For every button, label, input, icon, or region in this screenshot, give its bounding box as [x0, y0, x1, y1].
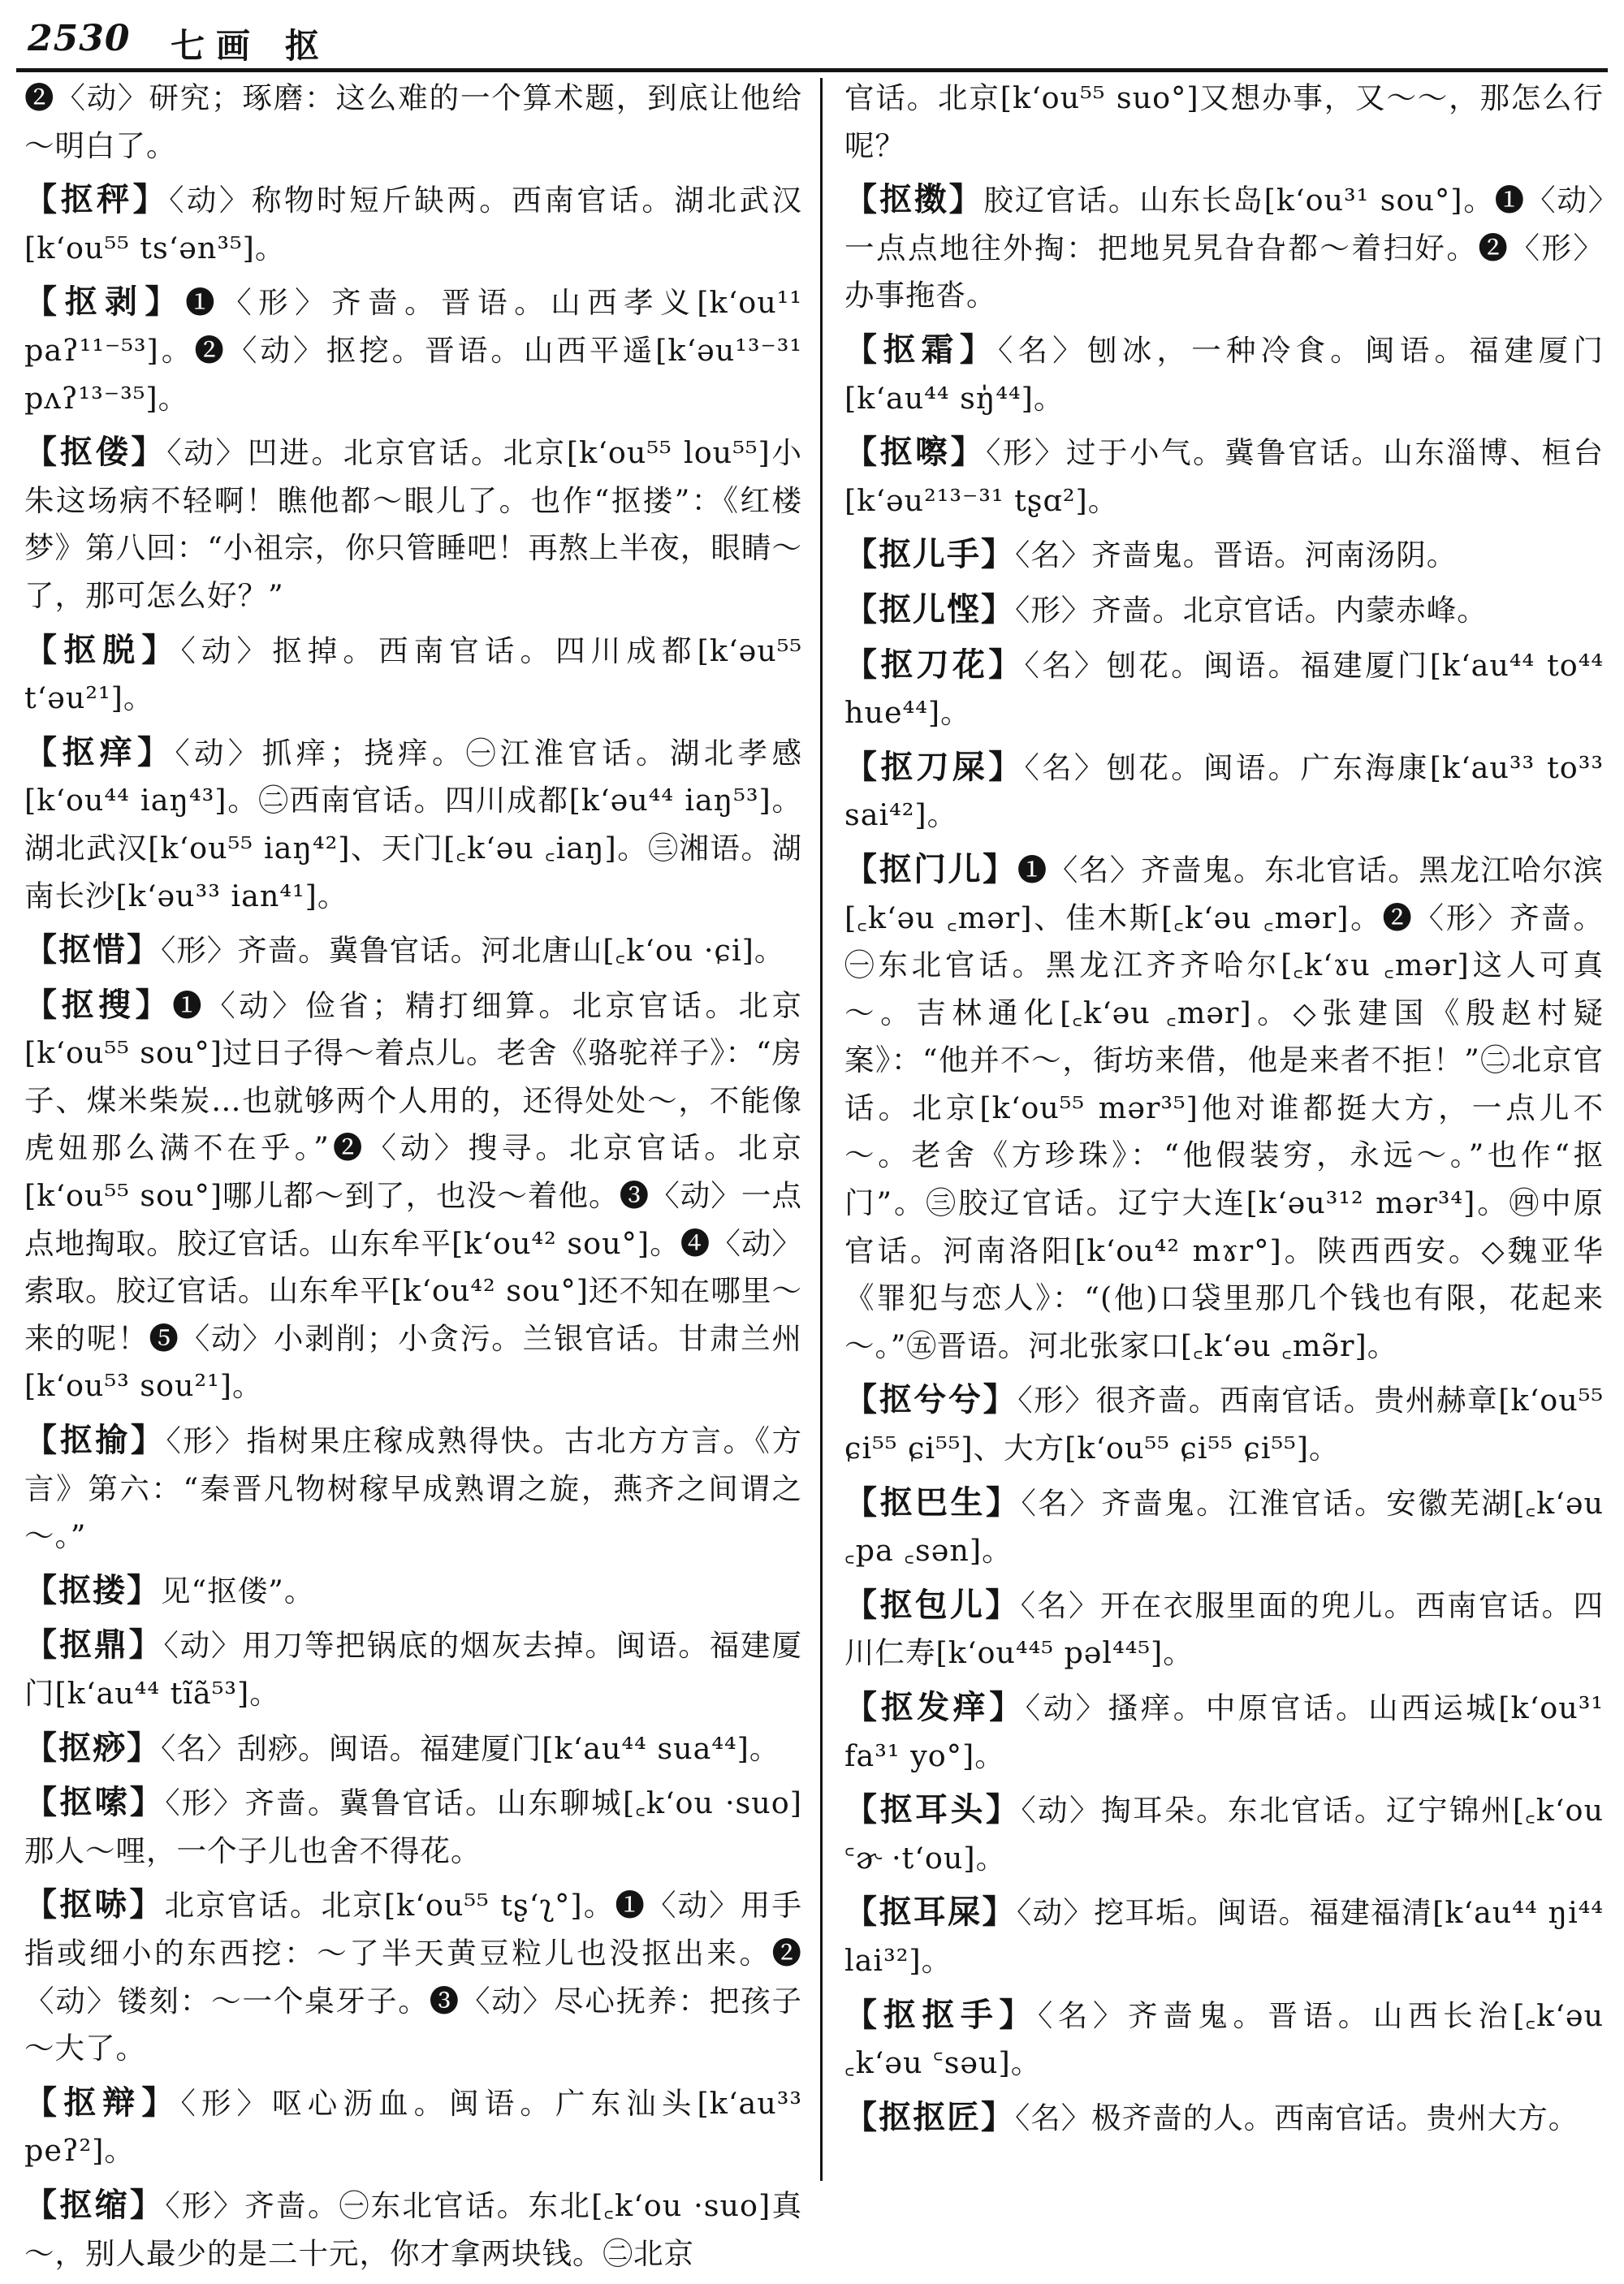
- dictionary-entry: [844, 2094, 1604, 2143]
- entry-headword: 【抠包儿】: [844, 1585, 1021, 1624]
- entry-definition: 〈动〉挖耳垢。闽语。福建福清[kʻau⁴⁴ ŋi⁴⁴ lai³²]。: [844, 1895, 1605, 1978]
- entry-definition: 〈动〉抠掉。西南官话。四川成都[kʻəu⁵⁵ tʻəu²¹]。: [24, 633, 802, 716]
- dictionary-entry: [844, 744, 1604, 840]
- entry-definition: 〈动〉掏耳朵。东北官话。辽宁锦州[꜀kʻou ꜂ɚ ·tʻou]。: [844, 1793, 1604, 1876]
- entry-definition: 〈形〉很齐啬。西南官话。贵州赫章[kʻou⁵⁵ ɕi⁵⁵ ɕi⁵⁵]、大方[kʻou⁵⁵ ɕi⁵⁵ ɕi⁵⁵]。: [844, 1383, 1604, 1466]
- entry-headword: 【抠痒】: [24, 732, 175, 771]
- entry-headword: 【抠抠匠】: [844, 2097, 1015, 2136]
- entry-headword: 【抠儿悭】: [844, 589, 1015, 628]
- entry-headword: 【抠刀屎】: [844, 747, 1025, 786]
- entry-headword: 【抠痧】: [24, 1728, 161, 1767]
- page-number: 2530: [28, 18, 131, 59]
- dictionary-entry: [844, 326, 1604, 422]
- page-header: [16, 8, 1608, 70]
- entry-definition: 〈形〉齐啬。冀鲁官话。河北唐山[꜀kʻou ·ɕi]。: [161, 933, 785, 969]
- column-divider: [820, 78, 823, 2181]
- entry-headword: 【抠嗦】: [24, 1783, 166, 1822]
- entry-headword: 【抠霜】: [844, 330, 998, 369]
- dictionary-entry: [844, 1889, 1604, 1984]
- entry-definition: 〈名〉刨花。闽语。广东海康[kʻau³³ to³³ sai⁴²]。: [844, 749, 1604, 833]
- entry-headword: 【抠剥】: [24, 283, 186, 322]
- entry-headword: 【抠刀花】: [844, 645, 1025, 684]
- entry-definition: 〈动〉搔痒。中原官话。山西运城[kʻou³¹ fa³¹ yo°]。: [844, 1690, 1604, 1773]
- entry-definition: 〈形〉指树果庄稼成熟得快。古北方方言。《方言》第六：“秦晋凡物树稼早成熟谓之旋，燕齐之间谓之～。”: [24, 1423, 802, 1554]
- entry-headword: 【抠门儿】: [844, 849, 1017, 888]
- right-column: [844, 75, 1604, 2148]
- entry-definition: ❷〈动〉研究；琢磨：这么难的一个算术题，到底让他给～明白了。: [24, 80, 802, 163]
- dictionary-entry: [24, 1621, 802, 1717]
- entry-headword: 【抠惜】: [24, 930, 161, 969]
- entry-headword: 【抠脱】: [24, 630, 181, 669]
- entry-definition: 〈名〉齐啬鬼。晋语。河南汤阴。: [1015, 538, 1458, 573]
- entry-definition: 〈形〉呕心沥血。闽语。广东汕头[kʻau³³ peʔ²]。: [24, 2085, 803, 2169]
- entry-definition: 〈名〉极齐啬的人。西南官话。贵州大方。: [1015, 2100, 1579, 2135]
- entry-definition: 胶辽官话。山东长岛[kʻou³¹ sou°]。❶〈动〉一点点地往外掏：把地旯旯旮旮都～着扫好。❷〈形〉办事拖沓。: [844, 183, 1605, 313]
- entry-headword: 【抠抠手】: [844, 1995, 1039, 2034]
- entry-definition: 〈名〉开在衣服里面的兜儿。西南官话。四川仁寿[kʻou⁴⁴⁵ pəl⁴⁴⁵]。: [844, 1587, 1605, 1671]
- entry-definition: ❶〈形〉齐啬。晋语。山西孝义[kʻou¹¹ paʔ¹¹⁻⁵³]。❷〈动〉抠挖。晋语。山西平遥[kʻəu¹³⁻³¹ pʌʔ¹³⁻³⁵]。: [24, 285, 802, 416]
- entry-definition: 〈名〉刨冰，一种冷食。闽语。福建厦门[kʻau⁴⁴ sŋ̍⁴⁴]。: [844, 332, 1604, 416]
- entry-definition: ❶〈名〉齐啬鬼。东北官话。黑龙江哈尔滨[꜀kʻəu ꜀mər]、佳木斯[꜀kʻəu ꜀mər]。❷〈形〉齐啬。㊀东北官话。黑龙江齐齐哈尔[꜀kʻɤu ꜀mər]这人可真～。吉林通化[꜀kʻəu ꜀mər]。◇张建国《殷赵村疑案》：“他并不～，街坊来借，他是来者不拒！”㊁北京官话。北京[kʻou⁵⁵ mər³⁵]他对谁都挺大方，一点儿不～。老舍《方珍珠》：“他假装穷，永远～。”也作“抠门”。㊂胶辽官话。辽宁大连[kʻəu³¹² mər³⁴]。㊃中原官话。河南洛阳[kʻou⁴² mɤr°]。陕西西安。◇魏亚华《罪犯与恋人》：“(他)口袋里那几个钱也有限，花起来～。”㊄晋语。河北张家口[꜀kʻəu ꜀mə̃r]。: [844, 852, 1605, 1363]
- entry-headword: 【抠揄】: [24, 1421, 166, 1460]
- dictionary-entry: [844, 1992, 1604, 2088]
- running-head: 七画 抠: [171, 26, 330, 66]
- entry-headword: 【抠兮兮】: [844, 1380, 1018, 1419]
- dictionary-entry: [844, 75, 1604, 170]
- dictionary-entry: [24, 176, 802, 272]
- dictionary-entry: [24, 1779, 802, 1875]
- entry-headword: 【抠巴生】: [844, 1483, 1021, 1522]
- dictionary-entry: [24, 1567, 802, 1616]
- entry-definition: 〈动〉用刀等把锅底的烟灰去掉。闽语。福建厦门[kʻau⁴⁴ tĩã⁵³]。: [24, 1628, 803, 1711]
- entry-definition: 官话。北京[kʻou⁵⁵ suo°]又想办事，又～～，那怎么行呢？: [844, 80, 1604, 163]
- dictionary-entry: [24, 278, 802, 422]
- dictionary-entry: [844, 586, 1604, 635]
- dictionary-entry: [844, 1479, 1604, 1575]
- dictionary-entry: [844, 641, 1604, 737]
- left-column: [24, 75, 802, 2284]
- entry-definition: 〈形〉齐啬。冀鲁官话。山东聊城[꜀kʻou ·suo]那人～哩，一个子儿也舍不得花。: [24, 1785, 802, 1868]
- dictionary-entry: [24, 627, 802, 723]
- entry-definition: 〈名〉刨花。闽语。福建厦门[kʻau⁴⁴ to⁴⁴ hue⁴⁴]。: [844, 647, 1604, 731]
- entry-headword: 【抠哧】: [24, 1885, 165, 1924]
- entry-definition: 〈形〉过于小气。冀鲁官话。山东淄博、桓台[kʻəu²¹³⁻³¹ tʂɑ²]。: [844, 435, 1605, 518]
- dictionary-entry: [24, 1417, 802, 1561]
- entry-headword: 【抠秤】: [24, 180, 170, 219]
- entry-definition: 见“抠偻”。: [161, 1573, 315, 1608]
- entry-headword: 【抠儿手】: [844, 535, 1015, 574]
- dictionary-entry: [844, 531, 1604, 580]
- dictionary-entry: [24, 429, 802, 620]
- entry-headword: 【抠嚓】: [844, 433, 987, 472]
- entry-headword: 【抠偻】: [24, 433, 167, 472]
- dictionary-entry: [24, 2182, 802, 2278]
- dictionary-entry: [844, 429, 1604, 525]
- entry-definition: 〈名〉齐啬鬼。晋语。山西长治[꜀kʻəu ꜀kʻəu ꜂səu]。: [844, 1997, 1605, 2081]
- dictionary-entry: [844, 1582, 1604, 1677]
- entry-definition: 〈名〉齐啬鬼。江淮官话。安徽芜湖[꜀kʻəu ꜀pa ꜀sən]。: [844, 1485, 1604, 1569]
- entry-headword: 【抠耳屎】: [844, 1893, 1017, 1932]
- dictionary-entry: [844, 1786, 1604, 1882]
- header-rule: [16, 68, 1608, 72]
- entry-definition: 〈动〉凹进。北京官话。北京[kʻou⁵⁵ lou⁵⁵]小朱这场病不轻啊！瞧他都～眼儿了。也作“抠搂”：《红楼梦》第八回：“小祖宗，你只管睡吧！再熬上半夜，眼睛～了，那可怎么好？”: [24, 435, 803, 613]
- entry-definition: 〈名〉刮痧。闽语。福建厦门[kʻau⁴⁴ sua⁴⁴]。: [161, 1730, 780, 1766]
- dictionary-entry: [24, 1881, 802, 2072]
- dictionary-entry: [24, 982, 802, 1410]
- entry-headword: 【抠辩】: [24, 2083, 181, 2122]
- entry-definition: ❶〈动〉俭省；精打细算。北京官话。北京[kʻou⁵⁵ sou°]过日子得～着点儿。老舍《骆驼祥子》：“房子、煤米柴炭…也就够两个人用的，还得处处～，不能像虎妞那么满不在乎。”❷〈动〉搜寻。北京官话。北京[kʻou⁵⁵ sou°]哪儿都～到了，也没～着他。❸〈动〉一点点地掏取。胶辽官话。山东牟平[kʻou⁴² sou°]。❹〈动〉索取。胶辽官话。山东牟平[kʻou⁴² sou°]还不知在哪里～来的呢！❺〈动〉小剥削；小贪污。兰银官话。甘肃兰州[kʻou⁵³ sou²¹]。: [24, 987, 803, 1404]
- entry-definition: 〈动〉抓痒；挠痒。㊀江淮官话。湖北孝感[kʻou⁴⁴ iaŋ⁴³]。㊁西南官话。四川成都[kʻəu⁴⁴ iaŋ⁵³]。湖北武汉[kʻou⁵⁵ iaŋ⁴²]、天门[꜀kʻəu ꜀iaŋ]。㊂湘语。湖南长沙[kʻəu³³ ian⁴¹]。: [24, 735, 803, 913]
- entry-headword: 【抠搜】: [24, 985, 173, 1024]
- dictionary-entry: [24, 75, 802, 170]
- dictionary-entry: [844, 1684, 1604, 1780]
- entry-headword: 【抠缩】: [24, 2185, 166, 2224]
- entry-headword: 【抠发痒】: [844, 1688, 1026, 1726]
- entry-headword: 【抠耳头】: [844, 1790, 1021, 1829]
- entry-definition: 〈形〉齐啬。㊀东北官话。东北[꜀kʻou ·suo]真～，别人最少的是二十元，你才拿两块钱。㊁北京: [24, 2187, 802, 2271]
- entry-headword: 【抠擞】: [844, 180, 984, 219]
- dictionary-entry: [24, 1725, 802, 1773]
- dictionary-entry: [844, 176, 1604, 320]
- entry-headword: 【抠鼎】: [24, 1626, 164, 1664]
- entry-headword: 【抠搂】: [24, 1570, 161, 1609]
- entry-definition: 北京官话。北京[kʻou⁵⁵ tʂʻʅ°]。❶〈动〉用手指或细小的东西挖：～了半天黄豆粒儿也没抠出来。❷〈动〉镂刻：～一个桌牙子。❸〈动〉尽心抚养：把孩子～大了。: [24, 1888, 802, 2066]
- entry-definition: 〈动〉称物时短斤缺两。西南官话。湖北武汉[kʻou⁵⁵ tsʻən³⁵]。: [24, 183, 803, 266]
- dictionary-entry: [844, 1376, 1604, 1472]
- dictionary-entry: [24, 2079, 802, 2175]
- entry-definition: 〈形〉齐啬。北京官话。内蒙赤峰。: [1015, 592, 1488, 628]
- dictionary-entry: [844, 846, 1604, 1371]
- dictionary-entry: [24, 926, 802, 975]
- dictionary-entry: [24, 729, 802, 920]
